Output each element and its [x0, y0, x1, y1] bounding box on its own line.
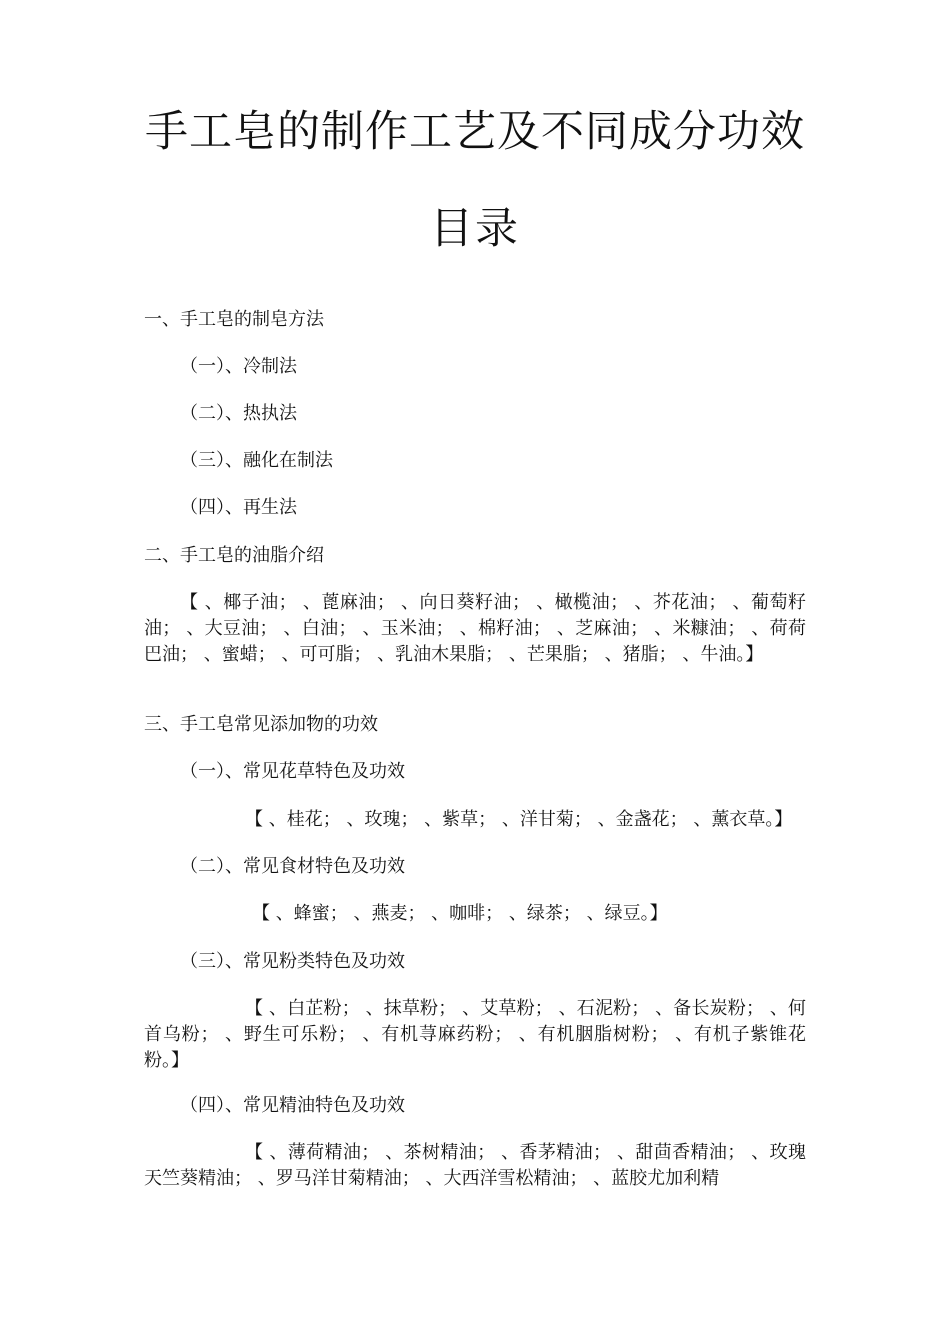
- toc-sub-herbs-heading: （一）、常见花草特色及功效: [180, 761, 405, 782]
- toc-item-rebatch: （四）、再生法: [180, 497, 297, 518]
- toc-item-melt-and-pour: （三）、融化在制法: [180, 450, 333, 471]
- toc-section-3-heading: 三、手工皂常见添加物的功效: [144, 714, 378, 735]
- toc-food-list: 【 、蜂蜜； 、燕麦； 、咖啡； 、绿茶； 、绿豆。】: [252, 903, 668, 924]
- toc-heading: 目录: [430, 204, 520, 254]
- toc-section-1-heading: 一、手工皂的制皂方法: [144, 309, 324, 330]
- toc-essential-oils-list: 【 、薄荷精油； 、茶树精油； 、香茅精油； 、甜茴香精油； 、玫瑰天竺葵精油； 、罗马洋甘菊精油； 、大西洋雪松精油； 、蓝胶尤加利精: [144, 1142, 806, 1189]
- toc-herbs-list: 【 、桂花； 、玫瑰； 、紫草； 、洋甘菊； 、金盏花； 、薰衣草。】: [245, 809, 793, 830]
- toc-item-cold-process: （一）、冷制法: [180, 356, 297, 377]
- toc-sub-oils-heading: （四）、常见精油特色及功效: [180, 1095, 405, 1116]
- toc-sub-powders-heading: （三）、常见粉类特色及功效: [180, 951, 405, 972]
- document-title: 手工皂的制作工艺及不同成分功效: [145, 107, 805, 157]
- toc-sub-food-heading: （二）、常见食材特色及功效: [180, 856, 405, 877]
- toc-oils-list: 【 、椰子油； 、蓖麻油； 、向日葵籽油； 、橄榄油； 、芥花油； 、葡萄籽油； 、大豆油； 、白油； 、玉米油； 、棉籽油； 、芝麻油； 、米糠油； 、荷荷巴油； 、蜜蜡； 、可可脂； 、乳油木果脂； 、芒果脂； 、猪脂； 、牛油。】: [144, 592, 806, 665]
- toc-powders-list: 【 、白芷粉； 、抹草粉； 、艾草粉； 、石泥粉； 、备长炭粉； 、何首乌粉； 、野生可乐粉； 、有机荨麻药粉； 、有机胭脂树粉； 、有机子紫锥花粉。】: [144, 998, 806, 1071]
- toc-section-2-heading: 二、手工皂的油脂介绍: [144, 545, 324, 566]
- toc-item-hot-process: （二）、热执法: [180, 403, 297, 424]
